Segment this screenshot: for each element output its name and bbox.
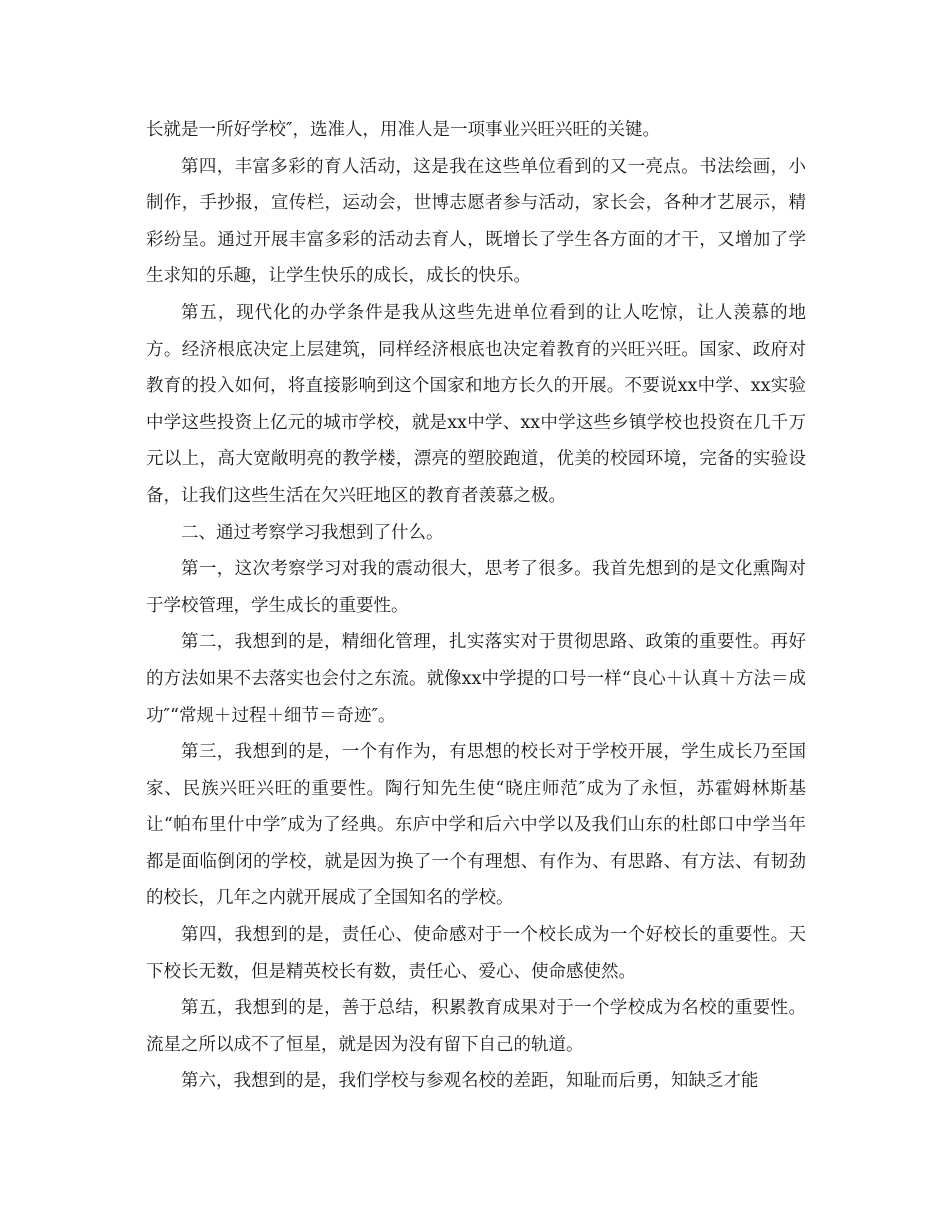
paragraph-continuation: 长就是一所好学校″，选准人，用准人是一项事业兴旺兴旺的关键。 [146,120,661,140]
paragraph-thought-second: 第二，我想到的是，精细化管理，扎实落实对于贯彻思路、政策的重要性。再好的方法如果不去落实也会付之东流。就像xx中学提的口号一样“良心＋认真＋方法＝成功″“常规＋过程＋细节＝奇迹″。 [146,632,806,726]
paragraph-thought-fifth: 第五，我想到的是，善于总结，积累教育成果对于一个学校成为名校的重要性。流星之所以成不了恒星，就是因为没有留下自己的轨道。 [146,998,806,1055]
paragraph-fourth-activities: 第四，丰富多彩的育人活动，这是我在这些单位看到的又一亮点。书法绘画，小制作，手抄报，宣传栏，运动会，世博志愿者参与活动，家长会，各种才艺展示，精彩纷呈。通过开展丰富多彩的活动去育人，既增长了学生各方面的才干，又增加了学生求知的乐趣，让学生快乐的成长，成长的快乐。 [146,156,806,287]
paragraph-thought-first: 第一，这次考察学习对我的震动很大，思考了很多。我首先想到的是文化熏陶对于学校管理，学生成长的重要性。 [146,559,806,616]
paragraph-thought-third: 第三，我想到的是，一个有作为，有思想的校长对于学校开展，学生成长乃至国家、民族兴旺兴旺的重要性。陶行知先生使“晓庄师范″成为了永恒，苏霍姆林斯基让“帕布里什中学″成为了经典。东庐中学和后六中学以及我们山东的杜郎口中学当年都是面临倒闭的学校，就是因为换了一个有理想、有作为、有思路、有方法、有韧劲的校长，几年之内就开展成了全国知名的学校。 [146,742,806,909]
paragraph-thought-fourth: 第四，我想到的是，责任心、使命感对于一个校长成为一个好校长的重要性。天下校长无数，但是精英校长有数，责任心、爱心、使命感使然。 [146,925,806,982]
document-body [146,112,806,1100]
section-heading-two: 二、通过考察学习我想到了什么。 [181,522,444,543]
paragraph-thought-sixth: 第六，我想到的是，我们学校与参观名校的差距，知耻而后勇，知缺乏才能 [181,1071,759,1092]
paragraph-fifth-conditions: 第五，现代化的办学条件是我从这些先进单位看到的让人吃惊，让人羡慕的地方。经济根底决定上层建筑，同样经济根底也决定着教育的兴旺兴旺。国家、政府对教育的投入如何，将直接影响到这个国家和地方长久的开展。不要说xx中学、xx实验中学这些投资上亿元的城市学校，就是xx中学、xx中学这些乡镇学校也投资在几千万元以上，高大宽敞明亮的教学楼，漂亮的塑胶跑道，优美的校园环境，完备的实验设备，让我们这些生活在欠兴旺地区的教育者羡慕之极。 [146,302,806,506]
